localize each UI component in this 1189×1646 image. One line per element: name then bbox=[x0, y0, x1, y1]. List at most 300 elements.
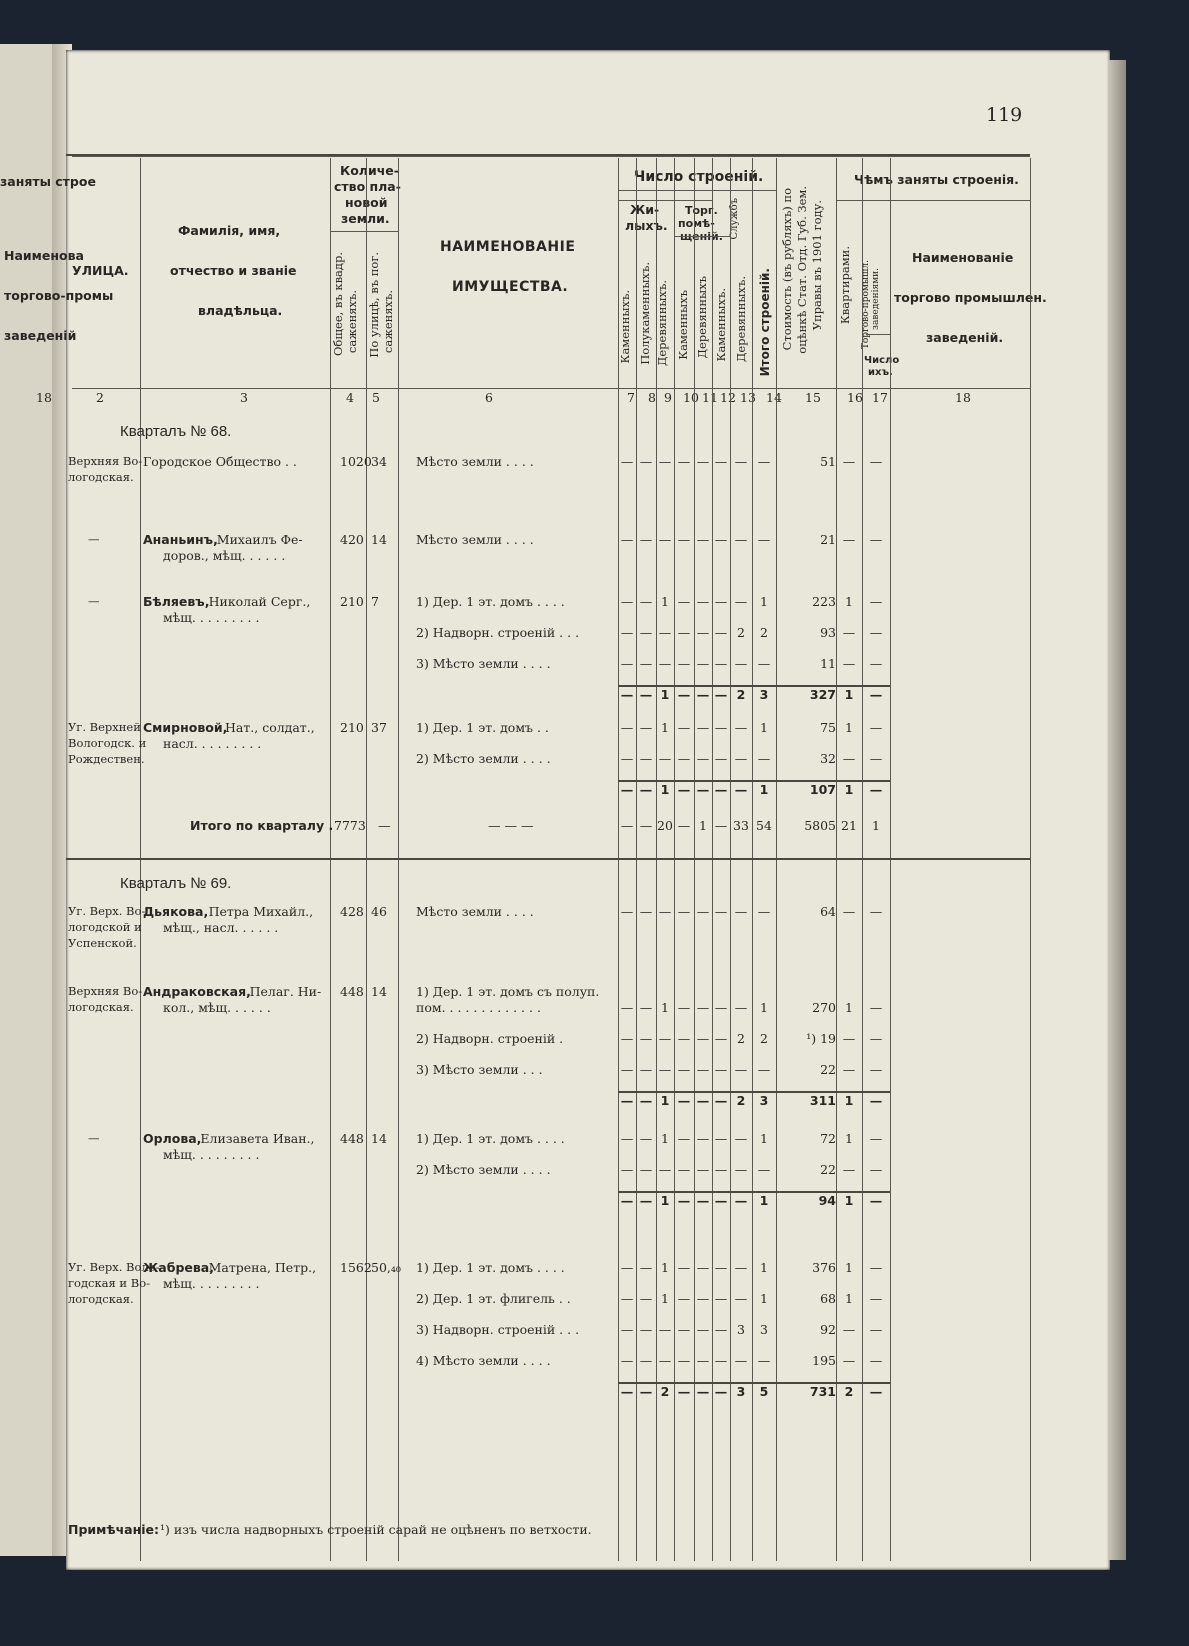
col10-header: Каменныхъ bbox=[676, 290, 690, 360]
building-count-cell: 32 bbox=[820, 751, 836, 766]
column-number: 11 bbox=[702, 390, 718, 405]
building-count-cell: 33 bbox=[733, 818, 749, 833]
building-count-cell: 2 bbox=[760, 1031, 768, 1046]
owner-name: мѣщ. . . . . . . . . bbox=[163, 1276, 260, 1291]
building-count-cell: 270 bbox=[812, 1000, 836, 1015]
building-count-cell: — bbox=[696, 625, 710, 640]
building-count-cell: — bbox=[620, 1031, 634, 1046]
building-count-cell: — bbox=[677, 782, 691, 797]
column-number: 2 bbox=[96, 390, 104, 405]
col15-header-line: оцѣнкѣ Стат. Отд. Губ. Зем. bbox=[795, 186, 809, 354]
land-header-line: ство пла- bbox=[334, 179, 401, 194]
col7-header: Каменныхъ. bbox=[618, 290, 632, 364]
owner-surname: Бѣляевъ, bbox=[143, 594, 210, 609]
building-count-cell: — bbox=[734, 904, 748, 919]
column-number: 12 bbox=[720, 390, 736, 405]
building-count-cell: — bbox=[696, 1384, 710, 1399]
building-count-cell: — bbox=[639, 782, 653, 797]
building-count-cell: — bbox=[734, 1062, 748, 1077]
building-count-cell: 2 bbox=[760, 625, 768, 640]
col13-header: Деревянныхъ. bbox=[734, 276, 748, 362]
building-count-cell: — bbox=[696, 454, 710, 469]
owner-surname: Смирновой, bbox=[143, 720, 228, 735]
building-count-cell: — bbox=[696, 594, 710, 609]
building-count-cell: — bbox=[734, 1291, 748, 1306]
header-rule bbox=[674, 236, 730, 237]
left-header-fragment: заняты строе bbox=[0, 174, 96, 189]
building-count-cell: — bbox=[620, 1193, 634, 1208]
building-count-cell: — bbox=[658, 751, 672, 766]
top-rule bbox=[66, 154, 1030, 156]
building-count-cell: — bbox=[734, 1260, 748, 1275]
building-count-cell: 1 bbox=[845, 1131, 853, 1146]
building-count-cell: — bbox=[714, 625, 728, 640]
building-count-cell: — bbox=[869, 1000, 883, 1015]
building-count-cell: — bbox=[869, 782, 883, 797]
land-frontage: 14 bbox=[371, 984, 387, 999]
building-count-cell: — bbox=[620, 720, 634, 735]
building-count-cell: 92 bbox=[820, 1322, 836, 1337]
land-total: 448 bbox=[340, 984, 364, 999]
building-count-cell: — bbox=[714, 1193, 728, 1208]
building-count-cell: 1 bbox=[844, 687, 854, 702]
building-count-cell: 1 bbox=[660, 782, 670, 797]
building-count-cell: — bbox=[842, 1031, 856, 1046]
building-count-cell: — bbox=[869, 1291, 883, 1306]
property-description: 1) Дер. 1 эт. домъ . . . . bbox=[416, 1260, 565, 1275]
land-street-header-line: По улицѣ, въ пог. bbox=[367, 252, 381, 358]
owner-name: насл. . . . . . . . . bbox=[163, 736, 262, 751]
building-count-cell: — bbox=[639, 1322, 653, 1337]
building-count-cell: — bbox=[620, 904, 634, 919]
building-count-cell: — bbox=[714, 904, 728, 919]
building-count-cell: — bbox=[639, 532, 653, 547]
building-count-cell: 1 bbox=[660, 1193, 670, 1208]
street-name: логодская. bbox=[68, 470, 134, 484]
building-count-cell: 5 bbox=[759, 1384, 769, 1399]
building-count-cell: — bbox=[696, 1291, 710, 1306]
building-count-cell: — bbox=[639, 687, 653, 702]
building-count-cell: — bbox=[639, 818, 653, 833]
building-count-cell: — bbox=[869, 1162, 883, 1177]
land-header-line: Количе- bbox=[340, 163, 399, 178]
building-count-cell: — bbox=[620, 1353, 634, 1368]
building-count-cell: — bbox=[734, 1131, 748, 1146]
building-count-cell: — bbox=[869, 1384, 883, 1399]
owner-header-line: владѣльца. bbox=[198, 303, 283, 318]
owner-name: Петра Михайл., bbox=[208, 904, 314, 919]
page-number: 119 bbox=[986, 104, 1023, 126]
building-count-cell: — bbox=[734, 656, 748, 671]
street-header: УЛИЦА. bbox=[72, 263, 129, 278]
building-count-cell: 1 bbox=[845, 1260, 853, 1275]
building-count-cell: — bbox=[734, 782, 748, 797]
property-description: 3) Надворн. строеній . . . bbox=[416, 1322, 580, 1337]
col17-header-line: заведеніями. bbox=[871, 268, 881, 330]
building-count-cell: 1 bbox=[872, 818, 880, 833]
header-rule bbox=[72, 388, 1030, 389]
building-count-cell: — bbox=[757, 1062, 771, 1077]
building-count-cell: — bbox=[734, 1000, 748, 1015]
building-count-cell: — bbox=[734, 751, 748, 766]
building-count-cell: — bbox=[639, 1000, 653, 1015]
building-count-cell: — bbox=[620, 1384, 634, 1399]
building-count-cell: 1 bbox=[845, 1000, 853, 1015]
building-count-cell: — bbox=[696, 904, 710, 919]
building-count-cell: — bbox=[639, 594, 653, 609]
building-count-cell: — bbox=[677, 904, 691, 919]
building-count-cell: — bbox=[757, 532, 771, 547]
column-number: 18 bbox=[955, 390, 971, 405]
building-count-cell: — bbox=[677, 687, 691, 702]
building-count-cell: 21 bbox=[841, 818, 857, 833]
building-count-cell: 5805 bbox=[804, 818, 836, 833]
building-count-cell: — bbox=[677, 1162, 691, 1177]
col12-header: Каменныхъ. bbox=[714, 288, 728, 362]
building-count-cell: 2 bbox=[737, 625, 745, 640]
building-count-cell: — bbox=[696, 751, 710, 766]
building-count-cell: — bbox=[696, 1062, 710, 1077]
owner-name: Елизавета Иван., bbox=[200, 1131, 315, 1146]
building-count-cell: — bbox=[869, 720, 883, 735]
building-count-cell: — bbox=[842, 1162, 856, 1177]
quarter-total-front: — bbox=[378, 818, 391, 833]
building-count-cell: — bbox=[757, 904, 771, 919]
col16-header: Квартирами. bbox=[838, 246, 852, 325]
building-count-cell: — bbox=[620, 782, 634, 797]
building-count-cell: — bbox=[620, 454, 634, 469]
land-total: 1020 bbox=[340, 454, 372, 469]
owner-surname: Дьякова, bbox=[143, 904, 209, 919]
land-frontage: 14 bbox=[371, 1131, 387, 1146]
building-count-cell: — bbox=[714, 1093, 728, 1108]
building-count-cell: — bbox=[734, 532, 748, 547]
column-number: 13 bbox=[740, 390, 756, 405]
building-count-cell: — bbox=[658, 1162, 672, 1177]
building-count-cell: — bbox=[734, 720, 748, 735]
land-street-header-line: саженяхъ. bbox=[381, 290, 395, 354]
building-count-cell: — bbox=[658, 656, 672, 671]
building-count-cell: — bbox=[696, 1000, 710, 1015]
building-count-cell: 64 bbox=[820, 904, 836, 919]
land-total-header-line: Общее, въ квадр. bbox=[331, 252, 345, 357]
building-count-cell: 93 bbox=[820, 625, 836, 640]
property-description-cont: пом. . . . . . . . . . . . . bbox=[416, 1000, 541, 1015]
building-count-cell: 75 bbox=[820, 720, 836, 735]
building-count-cell: 1 bbox=[699, 818, 707, 833]
owner-name: Михаилъ Фе- bbox=[216, 532, 303, 547]
column-number: 10 bbox=[683, 390, 699, 405]
col18-header-line: торгово промышлен. bbox=[894, 290, 1047, 305]
property-description: 1) Дер. 1 эт. домъ съ полуп. bbox=[416, 984, 600, 999]
building-count-cell: — bbox=[869, 1322, 883, 1337]
building-count-cell: — bbox=[639, 1031, 653, 1046]
building-count-cell: 1 bbox=[844, 1093, 854, 1108]
building-count-cell: — bbox=[639, 1162, 653, 1177]
land-total-header-line: саженяхъ. bbox=[345, 290, 359, 354]
building-count-cell: — bbox=[639, 1384, 653, 1399]
street-name: логодская. bbox=[68, 1292, 134, 1306]
building-count-cell: — bbox=[714, 1062, 728, 1077]
building-count-cell: — bbox=[639, 1193, 653, 1208]
building-count-cell: — bbox=[714, 818, 728, 833]
col11-header: Деревянныхъ bbox=[695, 276, 709, 359]
building-count-cell: — bbox=[869, 1353, 883, 1368]
building-count-cell: 327 bbox=[809, 687, 836, 702]
property-description: 3) Мѣсто земли . . . bbox=[416, 1062, 543, 1077]
building-count-cell: 376 bbox=[812, 1260, 836, 1275]
building-count-cell: 1 bbox=[661, 1260, 669, 1275]
street-name: Верхняя Во- bbox=[68, 984, 143, 998]
owner-name: Городское Общество . . bbox=[143, 454, 297, 469]
building-count-cell: 1 bbox=[760, 1260, 768, 1275]
property-description: Мѣсто земли . . . . bbox=[416, 904, 534, 919]
building-count-cell: 1 bbox=[760, 720, 768, 735]
property-description: 2) Надворн. строеній . . . bbox=[416, 625, 580, 640]
street-name: — bbox=[88, 532, 100, 546]
column-number: 5 bbox=[372, 390, 380, 405]
property-description: 1) Дер. 1 эт. домъ . . . . bbox=[416, 594, 565, 609]
building-count-cell: — bbox=[658, 532, 672, 547]
owner-header-line: Фамилія, имя, bbox=[178, 223, 281, 238]
building-count-cell: — bbox=[869, 1260, 883, 1275]
building-count-cell: 195 bbox=[812, 1353, 836, 1368]
quarter-title: Кварталъ № 69. bbox=[120, 875, 232, 892]
property-description: 2) Надворн. строеній . bbox=[416, 1031, 564, 1046]
building-count-cell: 1 bbox=[661, 1131, 669, 1146]
building-count-cell: 94 bbox=[818, 1193, 836, 1208]
building-count-cell: — bbox=[620, 1162, 634, 1177]
building-count-cell: — bbox=[869, 1131, 883, 1146]
building-count-cell: — bbox=[714, 594, 728, 609]
building-count-cell: 1 bbox=[845, 1291, 853, 1306]
building-count-cell: — bbox=[677, 656, 691, 671]
trade-header-line: Торг. bbox=[685, 204, 718, 217]
col8-header: Полукаменныхъ. bbox=[638, 262, 652, 365]
building-count-cell: — bbox=[869, 625, 883, 640]
building-count-cell: — bbox=[677, 720, 691, 735]
building-count-cell: 3 bbox=[759, 687, 769, 702]
building-count-cell: — bbox=[620, 1291, 634, 1306]
footnote-label: Примѣчаніе: bbox=[68, 1522, 159, 1537]
building-count-cell: — bbox=[639, 1260, 653, 1275]
building-count-cell: — bbox=[714, 1353, 728, 1368]
property-description: 2) Дер. 1 эт. флигель . . bbox=[416, 1291, 571, 1306]
building-count-cell: — bbox=[842, 625, 856, 640]
building-count-cell: — bbox=[696, 1162, 710, 1177]
street-name: Уг. Верх. Во- bbox=[68, 904, 146, 918]
trade-header-line: щеній. bbox=[680, 230, 723, 243]
col15-header-line: Стоимость (въ рубляхъ) по bbox=[780, 188, 794, 351]
document-page bbox=[66, 50, 1110, 1570]
building-count-cell: — bbox=[757, 656, 771, 671]
building-count-cell: — bbox=[620, 594, 634, 609]
residential-header-line: лыхъ. bbox=[625, 218, 668, 233]
land-frontage: 7 bbox=[371, 594, 379, 609]
building-count-cell: — bbox=[620, 751, 634, 766]
building-count-cell: — bbox=[734, 454, 748, 469]
land-header-line: земли. bbox=[341, 211, 390, 226]
building-count-cell: 3 bbox=[737, 1322, 745, 1337]
building-count-cell: 1 bbox=[759, 782, 769, 797]
street-name: Верхняя Во- bbox=[68, 454, 143, 468]
building-count-cell: 22 bbox=[820, 1062, 836, 1077]
street-name: — bbox=[88, 1131, 100, 1145]
building-count-cell: — bbox=[714, 1031, 728, 1046]
building-count-cell: — bbox=[714, 532, 728, 547]
building-count-cell: — bbox=[714, 782, 728, 797]
street-name: Уг. Верхней bbox=[68, 720, 141, 734]
building-count-cell: — bbox=[677, 818, 691, 833]
building-count-cell: 1 bbox=[759, 1193, 769, 1208]
col17-count-line: ихъ. bbox=[868, 367, 893, 378]
building-count-cell: 1 bbox=[845, 594, 853, 609]
building-count-cell: — bbox=[620, 656, 634, 671]
building-count-cell: — bbox=[639, 656, 653, 671]
building-count-cell: — bbox=[696, 1093, 710, 1108]
column-number: 4 bbox=[346, 390, 354, 405]
column-number: 3 bbox=[240, 390, 248, 405]
building-count-cell: — bbox=[658, 1062, 672, 1077]
building-count-cell: — bbox=[696, 687, 710, 702]
building-count-cell: — bbox=[869, 1031, 883, 1046]
building-count-cell: — bbox=[714, 1291, 728, 1306]
land-header-line: новой bbox=[345, 195, 388, 210]
left-col-title-line: заведеній bbox=[4, 328, 77, 343]
street-name: годская и Во- bbox=[68, 1276, 151, 1290]
owner-surname: Андраковская, bbox=[143, 984, 251, 999]
buildings-group-header: Число строеній. bbox=[634, 169, 764, 185]
building-count-cell: — bbox=[869, 904, 883, 919]
building-count-cell: — bbox=[620, 625, 634, 640]
building-count-cell: 2 bbox=[660, 1384, 670, 1399]
building-count-cell: — bbox=[757, 1353, 771, 1368]
building-count-cell: — bbox=[869, 1093, 883, 1108]
building-count-cell: — bbox=[658, 1031, 672, 1046]
building-count-cell: — bbox=[658, 625, 672, 640]
building-count-cell: 3 bbox=[759, 1093, 769, 1108]
building-count-cell: 3 bbox=[736, 1384, 746, 1399]
building-count-cell: — bbox=[696, 1193, 710, 1208]
column-rule bbox=[1030, 158, 1031, 1561]
building-count-cell: 1 bbox=[760, 594, 768, 609]
building-count-cell: — bbox=[677, 1000, 691, 1015]
building-count-cell: — bbox=[714, 1384, 728, 1399]
building-count-cell: 2 bbox=[844, 1384, 854, 1399]
property-description: 3) Мѣсто земли . . . . bbox=[416, 656, 551, 671]
building-count-cell: — bbox=[869, 1193, 883, 1208]
building-count-cell: — bbox=[757, 1162, 771, 1177]
building-count-cell: — bbox=[677, 1193, 691, 1208]
building-count-cell: — bbox=[677, 751, 691, 766]
building-count-cell: — bbox=[620, 1093, 634, 1108]
building-count-cell: — bbox=[714, 454, 728, 469]
building-count-cell: — bbox=[620, 1131, 634, 1146]
building-count-cell: — bbox=[677, 1031, 691, 1046]
land-total: 420 bbox=[340, 532, 364, 547]
building-count-cell: — bbox=[639, 904, 653, 919]
building-count-cell: — bbox=[639, 625, 653, 640]
building-count-cell: — bbox=[714, 1131, 728, 1146]
building-count-cell: 72 bbox=[820, 1131, 836, 1146]
owner-surname: Жабрева, bbox=[143, 1260, 214, 1275]
building-count-cell: — bbox=[696, 1353, 710, 1368]
building-count-cell: — bbox=[696, 1260, 710, 1275]
building-count-cell: 1 bbox=[660, 1093, 670, 1108]
building-count-cell: — bbox=[869, 594, 883, 609]
building-count-cell: — bbox=[639, 1062, 653, 1077]
column-number: 8 bbox=[648, 390, 656, 405]
building-count-cell: — bbox=[658, 904, 672, 919]
owner-name: Пелаг. Ни- bbox=[249, 984, 322, 999]
building-count-cell: — bbox=[842, 904, 856, 919]
quarter-separator-rule bbox=[66, 858, 1030, 860]
building-count-cell: — bbox=[639, 454, 653, 469]
building-count-cell: — bbox=[842, 1353, 856, 1368]
building-count-cell: — bbox=[677, 1384, 691, 1399]
street-name: Рождествен. bbox=[68, 752, 145, 766]
building-count-cell: — bbox=[677, 532, 691, 547]
building-count-cell: — bbox=[639, 720, 653, 735]
owner-header-line: отчество и званіе bbox=[170, 263, 297, 278]
header-rule bbox=[836, 200, 1030, 201]
building-count-cell: 2 bbox=[736, 1093, 746, 1108]
quarter-total-land: 7773 bbox=[334, 818, 366, 833]
building-count-cell: — bbox=[677, 1131, 691, 1146]
header-rule bbox=[618, 190, 776, 191]
column-number: 16 bbox=[847, 390, 863, 405]
building-count-cell: — bbox=[714, 1322, 728, 1337]
property-header-line: НАИМЕНОВАНІЕ bbox=[440, 239, 576, 255]
land-frontage: 50,₄₀ bbox=[371, 1260, 401, 1275]
column-number: 17 bbox=[872, 390, 888, 405]
building-count-cell: 731 bbox=[809, 1384, 836, 1399]
building-count-cell: — bbox=[620, 1062, 634, 1077]
building-count-cell: — bbox=[620, 532, 634, 547]
building-count-cell: — bbox=[677, 1291, 691, 1306]
building-count-cell: 311 bbox=[809, 1093, 836, 1108]
building-count-cell: — bbox=[869, 532, 883, 547]
footnote-text: ¹) изъ числа надворныхъ строеній сарай не оцѣненъ по ветхости. bbox=[160, 1522, 592, 1537]
building-count-cell: — bbox=[869, 687, 883, 702]
building-count-cell: — bbox=[677, 1093, 691, 1108]
property-description: 2) Мѣсто земли . . . . bbox=[416, 751, 551, 766]
building-count-cell: — bbox=[757, 454, 771, 469]
land-total: 428 bbox=[340, 904, 364, 919]
building-count-cell: — bbox=[714, 1260, 728, 1275]
col15-header-line: Управы въ 1901 году. bbox=[810, 200, 824, 331]
building-count-cell: — bbox=[620, 687, 634, 702]
building-count-cell: — bbox=[696, 532, 710, 547]
street-name: логодской и bbox=[68, 920, 142, 934]
building-count-cell: 2 bbox=[737, 1031, 745, 1046]
col14-header: Итого строеній. bbox=[758, 268, 772, 377]
column-number: 7 bbox=[627, 390, 635, 405]
col9-header: Деревянныхъ. bbox=[655, 280, 669, 366]
building-count-cell: 51 bbox=[820, 454, 836, 469]
building-count-cell: — bbox=[842, 751, 856, 766]
building-count-cell: — bbox=[639, 1291, 653, 1306]
building-count-cell: 3 bbox=[760, 1322, 768, 1337]
building-count-cell: 1 bbox=[661, 720, 669, 735]
building-count-cell: ¹) 19 bbox=[806, 1031, 836, 1046]
owner-name: мѣщ. . . . . . . . . bbox=[163, 610, 260, 625]
building-count-cell: — bbox=[677, 1353, 691, 1368]
property-description: 1) Дер. 1 эт. домъ . . bbox=[416, 720, 549, 735]
building-count-cell: — bbox=[869, 454, 883, 469]
building-count-cell: — bbox=[842, 532, 856, 547]
building-count-cell: — bbox=[714, 751, 728, 766]
